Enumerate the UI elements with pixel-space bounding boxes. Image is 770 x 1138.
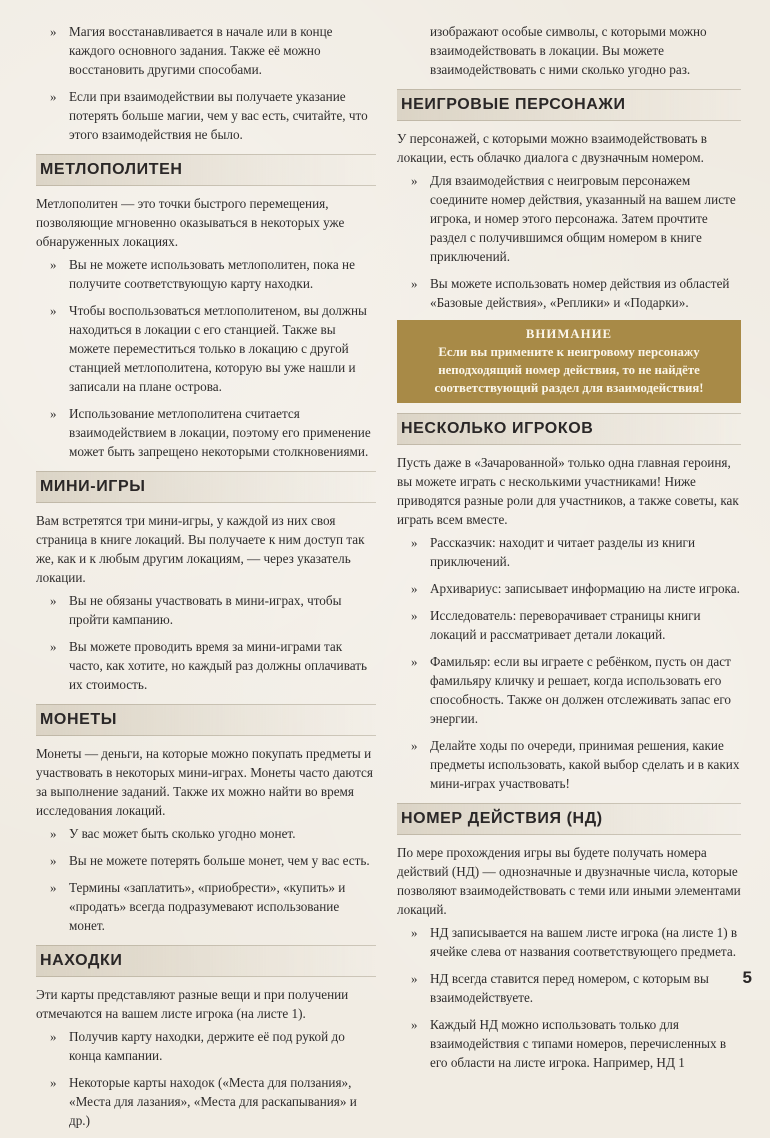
section-text: Вам встретятся три мини-игры, у каждой из них своя страница в книге локаций. Вы получаете к ним доступ так же, как и к любым другим локациям, — через указатель локации. xyxy=(36,513,365,585)
warning-title: ВНИМАНИЕ xyxy=(525,327,613,341)
section-text: Эти карты представляют разные вещи и при получении отмечаются на вашем листе игрока (на листе 1). xyxy=(36,987,349,1021)
right-column xyxy=(397,22,741,1080)
section-bullets xyxy=(397,923,741,1072)
section-bullets xyxy=(36,255,376,461)
list-item: » Термины «заплатить», «приобрести», «купить» и «продать» всегда подразумевают использование монет. xyxy=(50,880,346,933)
list-item: » Некоторые карты находок («Места для ползания», «Места для лазания», «Места для раскапывания» и др.) xyxy=(50,1075,357,1128)
list-item: » У вас может быть сколько угодно монет. xyxy=(50,826,296,841)
list-item: » Вы не можете использовать метлополитен, пока не получите соответствующую карту находки. xyxy=(50,257,355,291)
page-number: 5 xyxy=(742,968,752,987)
section-heading-players: НЕСКОЛЬКО ИГРОКОВ xyxy=(397,413,741,445)
list-item: » Делайте ходы по очереди, принимая решения, какие предметы использовать, какой выбор сделать и в каких мини-играх участвовать! xyxy=(411,738,740,791)
warning-text: Если вы примените к неигровому персонажу неподходящий номер действия, то не найдёте соответствующий раздел для взаимодействия! xyxy=(434,345,704,395)
magic-bullets xyxy=(36,22,376,144)
list-item: » Если при взаимодействии вы получаете указание потерять больше магии, чем у вас есть, считайте, что этого взаимодействия не было. xyxy=(50,89,368,142)
continued-text: изображают особые символы, с которыми можно взаимодействовать в локации. Вы можете взаимодействовать с ними сколько угодно раз. xyxy=(430,24,707,77)
left-column xyxy=(36,22,376,1138)
section-heading-metlopoliten: МЕТЛОПОЛИТЕН xyxy=(36,154,376,186)
list-item: » НД записывается на вашем листе игрока (на листе 1) в ячейке слева от названия соответствующего предмета. xyxy=(411,925,738,959)
section-bullets xyxy=(36,1027,376,1130)
section-text: По мере прохождения игры вы будете получать номера действий (НД) — однозначные и двузначные числа, которые позволяют взаимодействовать с теми или иными элементами локаций. xyxy=(397,845,741,917)
section-heading-coins: МОНЕТЫ xyxy=(36,704,376,736)
section-text: Метлополитен — это точки быстрого перемещения, позволяющие мгновенно оказываться в некоторых уже обнаруженных локациях. xyxy=(36,196,345,249)
section-text: У персонажей, с которыми можно взаимодействовать в локации, есть облачко диалога с двузначным номером. xyxy=(397,131,707,165)
list-item: » Вы можете проводить время за мини-играми так часто, как хотите, но каждый раз должны оплачивать их стоимость. xyxy=(50,639,368,692)
section-bullets xyxy=(36,824,376,935)
list-item: » Для взаимодействия с неигровым персонажем соедините номер действия, указанный на вашем листе игрока, и номер этого персонажа. Затем прочтите раздел с получившимся общим номером в книге приключений. xyxy=(411,173,736,264)
list-item: » Исследователь: переворачивает страницы книги локаций и рассматривает детали локаций. xyxy=(411,608,701,642)
section-text: Монеты — деньги, на которые можно покупать предметы и участвовать в некоторых мини-играх. Монеты часто даются за выполнение заданий. Также их можно найти во время исследования локаций. xyxy=(36,746,373,818)
warning-box xyxy=(397,320,741,403)
list-item: » Вы можете использовать номер действия из областей «Базовые действия», «Реплики» и «Подарки». xyxy=(411,276,730,310)
list-item: » Вы не можете потерять больше монет, чем у вас есть. xyxy=(50,853,370,868)
list-item: » Чтобы воспользоваться метлополитеном, вы должны находиться в локации с его станцией. Также вы можете переместиться только в локацию с другой станцией метлополитена, которую вы уже нашли и записали на плане острова. xyxy=(50,303,367,394)
section-text: Пусть даже в «Зачарованной» только одна главная героиня, вы можете играть с несколькими участниками! Ниже приводятся разные роли для участников, а также советы, как играть всем вместе. xyxy=(397,455,739,527)
section-heading-finds: НАХОДКИ xyxy=(36,945,376,977)
section-bullets xyxy=(397,533,741,793)
list-item: » Фамильяр: если вы играете с ребёнком, пусть он даст фамильяру кличку и решает, когда использовать его способность. Также он должен отслеживать запас его энергии. xyxy=(411,654,731,726)
list-item: » Рассказчик: находит и читает разделы из книги приключений. xyxy=(411,535,696,569)
section-bullets xyxy=(397,171,741,312)
list-item: » Архивариус: записывает информацию на листе игрока. xyxy=(411,581,740,596)
list-item: » Вы не обязаны участвовать в мини-играх, чтобы пройти кампанию. xyxy=(50,593,342,627)
list-item: » Магия восстанавливается в начале или в конце каждого основного задания. Также её можно восстановить другими способами. xyxy=(50,24,333,77)
section-heading-npc: НЕИГРОВЫЕ ПЕРСОНАЖИ xyxy=(397,89,741,121)
section-heading-action-number: НОМЕР ДЕЙСТВИЯ (НД) xyxy=(397,803,741,835)
section-bullets xyxy=(36,591,376,694)
section-heading-mini-games: МИНИ-ИГРЫ xyxy=(36,471,376,503)
list-item: » Использование метлополитена считается взаимодействием в локации, поэтому его применение может быть запрещено некоторыми столкновениями. xyxy=(50,406,371,459)
list-item: » Каждый НД можно использовать только для взаимодействия с типами номеров, перечисленных в его области на листе игрока. Например, НД 1 xyxy=(411,1017,727,1070)
list-item: » НД всегда ставится перед номером, с которым вы взаимодействуете. xyxy=(411,971,709,1005)
list-item: » Получив карту находки, держите её под рукой до конца кампании. xyxy=(50,1029,345,1063)
